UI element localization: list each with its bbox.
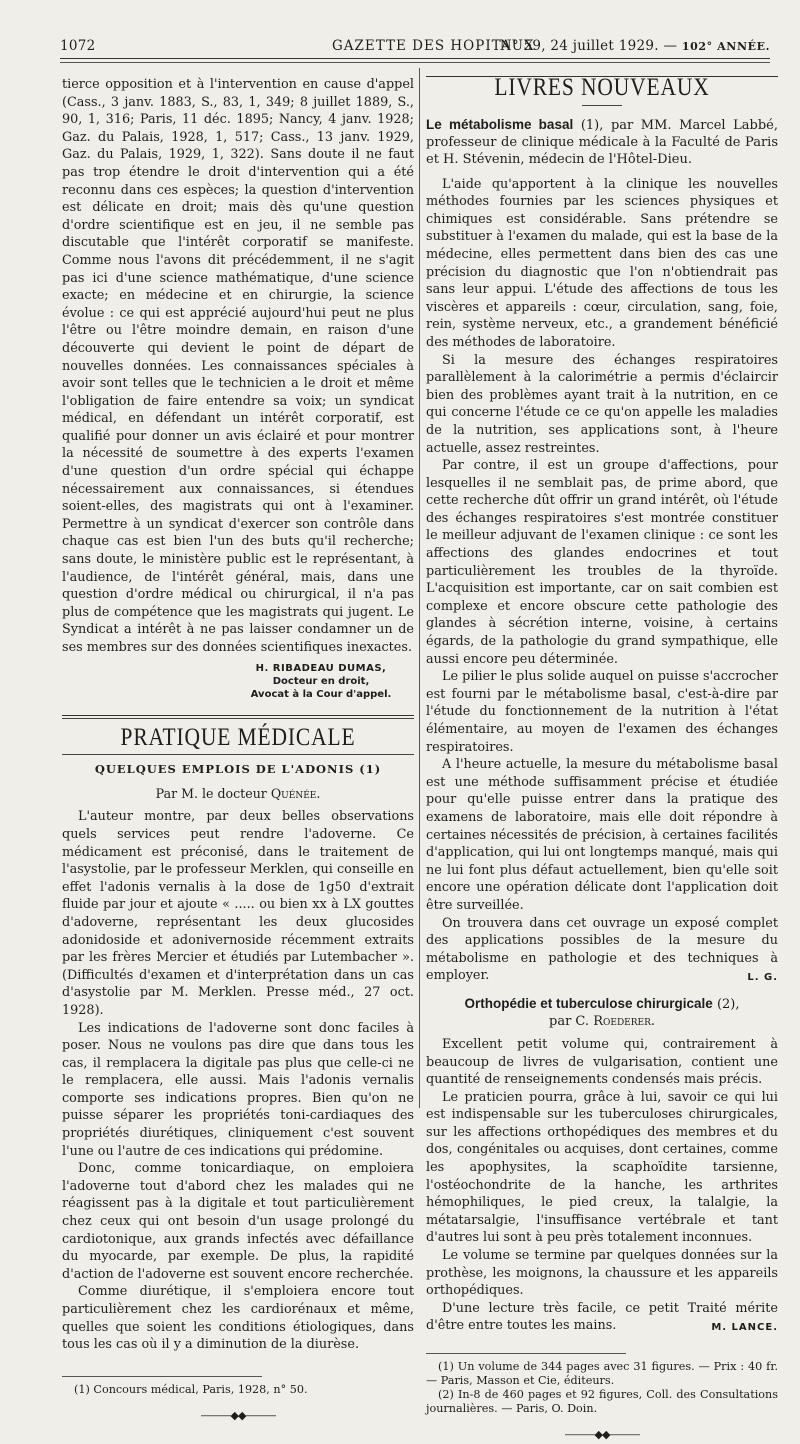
- book1-title: Le métabolisme basal: [426, 116, 574, 132]
- section-title-pratique: PRATIQUE MÉDICALE: [120, 723, 356, 751]
- book1-paragraph: L'aide qu'apportent à la clinique les nouvelles méthodes fournies par les sciences physiques et chimiques est considérable. Sans prétendre se substituer à l'examen du malade, qui est la base de la médecine, elles permettent dans bien des cas une précision du diagnostic que l'on n'obtiendrait pas sans leur appui. L'étude des affections de tous les viscères et appareils : cœur, circulation, sang, foie, rein, système nerveux, etc., a grandement bénéficié des méthodes de laboratoire.: [426, 176, 778, 350]
- book1-paragraph: Par contre, il est un groupe d'affections, pour lesquelles il ne semblait pas, de prime abord, que cette recherche dût offrir un grand intérêt, où l'étude des échanges respiratoires s'est montrée constituer le meilleur adjuvant de l'examen clinique : ce sont les affections des glandes endocrines et tout particulièrement les troubles de la thyroïde. L'acquisition est importante, car on sait combien est complexe et encore obscure cette pathologie des glandes à sécrétion interne, voisine, à certains égards, de la pathologie du grand sympathique, elle aussi encore peu déterminée.: [426, 458, 778, 667]
- column-divider: [419, 68, 420, 1108]
- book1-last-text: On trouvera dans cet ouvrage un exposé complet des applications possibles de la mesure du métabolisme en pathologie et des techniques à employer.: [426, 915, 778, 984]
- section-rule-under: [62, 754, 414, 755]
- adonis-paragraph: Les indications de l'adoverne sont donc faciles à poser. Nous ne voulons pas dire que dans tous les cas, il remplacera la digitale pas plus que celle-ci ne le remplacera, elle aussi. Mais l'adonis vernalis comporte ses indications propres. Bien qu'on ne puisse séparer les propriétés toni-cardiaques des propriétés diurétiques, cliniquement c'est souvent l'une ou l'autre de ces indications qui prédomine.: [62, 1020, 414, 1159]
- signature-name: H. RIBADEAU DUMAS,: [255, 662, 387, 674]
- book2-paragraph: [426, 1300, 778, 1335]
- article-byline: [62, 785, 414, 803]
- footnote: (2) In-8 de 460 pages et 92 figures, Coll. des Consultations journalières. — Paris, O. Doin.: [426, 1388, 778, 1415]
- book1-paragraph: Si la mesure des échanges respiratoires parallèlement à la calorimétrie a permis d'éclaircir bien des problèmes ayant trait à la nutrition, en ce qui concerne l'étude ce ce qu'on appelle les maladies de la nutrition, ses applications sont, à l'heure actuelle, assez restreintes.: [426, 352, 778, 456]
- right-column: [426, 76, 778, 1444]
- book2-paragraph: Le praticien pourra, grâce à lui, savoir ce qui lui est indispensable sur les tuberculoses chirurgicales, sur les affections orthopédiques des membres et du dos, congénitales ou acquises, dont certaines, comme les apophysites, la scaphoïdite tarsienne, l'ostéochondrite de la hanche, les arthrites hémophiliques, le pied creux, la talalgie, la métatarsalgie, l'insuffisance vertébrale et tant d'autres lui sont à peu près totalement inconnues.: [426, 1089, 778, 1246]
- article-title-adonis: QUELQUES EMPLOIS DE L'ADONIS (1): [94, 762, 382, 777]
- book1-paragraph: Le pilier le plus solide auquel on puisse s'accrocher est fourni par le métabolisme basal, c'est-à-dire par l'étude du fonctionnement de la nutrition à l'état élémentaire, au moyen de l'examen des échanges respiratoires.: [426, 669, 778, 755]
- byline-prefix: Par M. le docteur: [155, 785, 267, 801]
- book2-last-text: D'une lecture très facile, ce petit Traité mérite d'être entre toutes les mains.: [426, 1300, 778, 1334]
- page-header: [60, 38, 770, 60]
- issue-year: 102° ANNÉE.: [681, 40, 770, 53]
- signature-affiliation: Avocat à la Cour d'appel.: [250, 688, 392, 700]
- header-rule: [60, 58, 770, 59]
- short-rule: [582, 105, 622, 106]
- signature-title: Docteur en droit,: [272, 675, 370, 687]
- book2-initials: M. LANCE.: [711, 1322, 778, 1334]
- header-rule-thin: [60, 62, 770, 63]
- book2-paragraph: Excellent petit volume qui, contrairement à beaucoup de livres de vulgarisation, contient une quantité de renseignements condensés mais précis.: [426, 1036, 778, 1088]
- book1-heading: [426, 116, 778, 168]
- section-rule: [62, 715, 414, 716]
- issue-info: [500, 38, 770, 54]
- section-rule-thin: [62, 718, 414, 719]
- byline-author: Quénée.: [270, 785, 321, 801]
- adonis-paragraph: Donc, comme tonicardiaque, on emploiera l'adoverne tout d'abord chez les malades qui ne réagissent pas à la digitale et tout particulièrement chez ceux qui ont besoin d'un usage prolongé du cardiotonique, aux grands infectés avec défaillance du myocarde, par exemple. De plus, la rapidité d'action de l'adoverne est souvent encore recherchée.: [62, 1161, 414, 1282]
- adonis-paragraph: Comme diurétique, il s'emploiera encore tout particulièrement chez les cardiorénaux et même, quelles que soient les conditions étiologiques, dans tous les cas où il y a diminution de la diurèse.: [62, 1284, 414, 1353]
- book2-author-prefix: par C.: [549, 1013, 590, 1029]
- book1-paragraph: A l'heure actuelle, la mesure du métabolisme basal est une méthode suffisamment précise et étudiée pour qu'elle puisse entrer dans la pratique des examens de laboratoire, mais elle doit répondre à certaines nécessités de précision, à certaines facilités d'application, qui lui ont longtemps manqué, mais qui ne lui font plus défaut actuellement, bien qu'elle soit encore une opération délicate dont l'application doit être surveillée.: [426, 757, 778, 913]
- footnote-rule: [426, 1353, 626, 1354]
- end-ornament-icon: ———◆◆———: [564, 1428, 640, 1441]
- book2-paragraph: Le volume se termine par quelques données sur la prothèse, les moignons, la chaussure et les appareils orthopédiques.: [426, 1248, 778, 1299]
- book2-heading: [426, 995, 778, 1030]
- section-title-livres: LIVRES NOUVEAUX: [494, 74, 710, 101]
- end-ornament-icon: ———◆◆———: [200, 1408, 276, 1422]
- book2-title: Orthopédie et tuberculose chirurgicale: [464, 995, 713, 1011]
- journal-title: GAZETTE DES HOPITAUX: [332, 38, 535, 54]
- legal-article-text: tierce opposition et à l'intervention en cause d'appel (Cass., 3 janv. 1883, S., 83, 1, 349; 8 juillet 1889, S., 90, 1, 316; Paris, 11 déc. 1895; Nancy, 4 janv. 1928; Gaz. du Palais, 1928, 1, 517; Cass., 13 janv. 1929, Gaz. du Palais, 1929, 1, 322). Sans doute il ne faut pas trop étendre le droit d'intervention qui a été reconnu dans ces espèces; la question d'intervention est délicate en droit; mais dès qu'une question d'ordre scientifique est en jeu, il ne semble pas discutable que l'intérêt corporatif se manifeste. Comme nous l'avons dit précédemment, il ne s'agit pas ici d'une science mathématique, d'une science exacte; en médecine et en chirurgie, la science évolue : ce qui est apprécié aujourd'hui peut ne plus l'être ou l'être moindre demain, en raison d'une découverte qui devient le point de départ de nouvelles données. Les connaissances spéciales à avoir sont telles que le technicien a le droit et même l'obligation de faire entendre sa voix; un syndicat médical, en défendant un intérêt corporatif, est qualifié pour donner un avis éclairé et pour montrer la nécessité de soumettre à des experts l'examen d'une question d'un ordre spécial qui échappe nécessairement aux connaissances, si étendues soient-elles, des magistrats qui ont à l'examiner. Permettre à un syndicat d'exercer son contrôle dans chaque cas est bien l'un des buts qu'il recherche; sans doute, le ministère public est le représentant, à l'audience, de l'intérêt général, mais, dans une question d'ordre médical ou chirurgical, il n'a pas plus de compétence que les magistrats qui jugent. Le Syndicat a intérêt à ne pas laisser condamner un de ses membres sur des données scientifiques inexactes.: [62, 77, 414, 655]
- article-signature: [62, 662, 414, 701]
- book2-reference: (2),: [716, 996, 740, 1012]
- book1-reference: (1), par MM. Marcel Labbé, professeur de clinique médicale à la Faculté de Paris et H. Stévenin, médecin de l'Hôtel-Dieu.: [426, 117, 778, 167]
- book1-initials: L. G.: [747, 972, 778, 984]
- book2-author: Roederer.: [593, 1013, 655, 1029]
- footnote-rule: [62, 1376, 262, 1377]
- book1-paragraph: [426, 915, 778, 985]
- left-column: [62, 76, 414, 1424]
- adonis-paragraph: L'auteur montre, par deux belles observations quels services peut rendre l'adoverne. Ce médicament est préconisé, dans le traitement de l'asystolie, par le professeur Merklen, qui conseille en effet l'adonis vernalis à la dose de 1g50 d'extrait fluide par jour et ajoute « ..... ou bien xx à LX gouttes d'adoverne, représentant les deux glucosides adonidoside et adonivernoside récemment extraits par les frères Mercier et étudiés par Lutembacher ». (Difficultés d'examen et d'interprétation dans un cas d'asystolie par M. Merklen. Presse méd., 27 oct. 1928).: [62, 809, 414, 1018]
- footnote: (1) Un volume de 344 pages avec 31 figures. — Prix : 40 fr. — Paris, Masson et Cie, éditeurs.: [426, 1360, 778, 1387]
- issue-date: N° 59, 24 juillet 1929. —: [499, 38, 678, 54]
- page-number: 1072: [60, 38, 96, 54]
- footnote: (1) Concours médical, Paris, 1928, n° 50.: [74, 1382, 308, 1396]
